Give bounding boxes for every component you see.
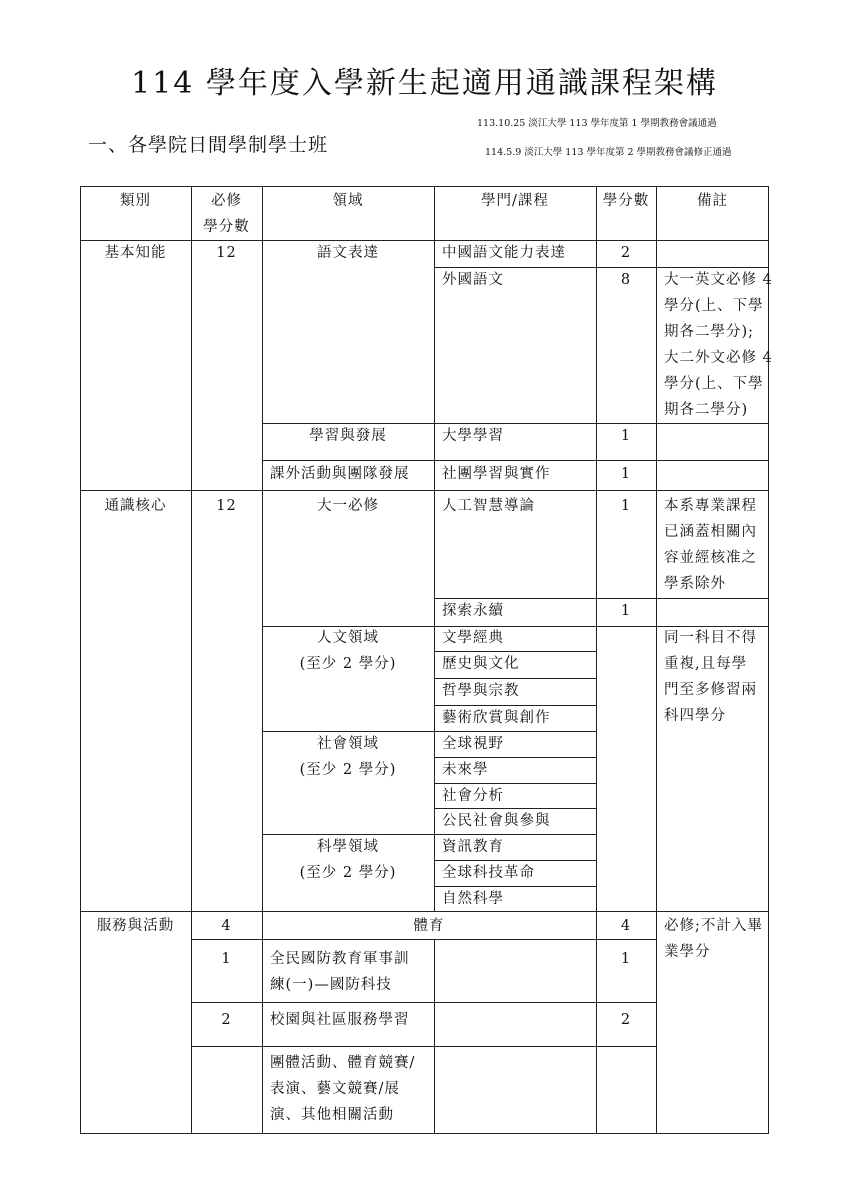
domain-learning-development: 學習與發展 xyxy=(309,428,387,444)
remark-foreign-line5: 學分(上、下學 xyxy=(664,376,764,392)
credits-university-learning: 1 xyxy=(620,428,632,444)
remark-elective-line4: 科四學分 xyxy=(664,708,726,724)
remark-foreign-line3: 期各二學分); xyxy=(664,324,755,340)
remark-service-line2: 業學分 xyxy=(664,944,711,960)
remark-elective-line3: 門至多修習兩 xyxy=(664,682,757,698)
course-global-tech-revolution: 全球科技革命 xyxy=(442,865,535,881)
credits-national-defense: 1 xyxy=(620,951,632,967)
header-remarks: 備註 xyxy=(697,193,728,209)
domain-extracurricular: 課外活動與團隊發展 xyxy=(270,466,410,482)
course-history-culture: 歷史與文化 xyxy=(442,656,520,672)
category-core: 通識核心 xyxy=(104,498,167,514)
credits-ai-intro: 1 xyxy=(620,498,632,514)
header-category: 類別 xyxy=(120,193,151,209)
defense-required-credits: 1 xyxy=(221,951,232,967)
domain-national-defense-line2: 練(一)—國防科技 xyxy=(270,977,392,993)
course-club-learning: 社團學習與實作 xyxy=(442,466,551,482)
remark-foreign-line4: 大二外文必修 4 xyxy=(664,350,773,366)
domain-freshman-required: 大一必修 xyxy=(317,498,379,514)
remark-ai-line2: 已涵蓋相關內 xyxy=(664,524,757,540)
domain-group-activity-line1: 團體活動、體育競賽/ xyxy=(270,1055,416,1071)
section-subtitle: 一、各學院日間學制學士班 xyxy=(88,134,329,156)
remark-foreign-line1: 大一英文必修 4 xyxy=(664,272,773,288)
remark-ai-line4: 學系除外 xyxy=(664,576,726,592)
credits-foreign-language: 8 xyxy=(620,272,632,288)
category-service-activity: 服務與活動 xyxy=(96,918,175,934)
domain-group-activity-line3: 演、其他相關活動 xyxy=(270,1107,394,1123)
remark-ai-line3: 容並經核准之 xyxy=(664,550,757,566)
course-natural-science: 自然科學 xyxy=(442,891,504,907)
header-credits: 學分數 xyxy=(602,193,650,209)
domain-social-note: (至少 2 學分) xyxy=(299,762,397,778)
approval-note-2: 114.5.9 淡江大學 113 學年度第 2 學期教務會議修正通過 xyxy=(485,147,732,158)
course-sustainability: 探索永續 xyxy=(442,603,504,619)
domain-social: 社會領域 xyxy=(317,736,379,752)
domain-national-defense-line1: 全民國防教育軍事訓 xyxy=(270,951,410,967)
domain-science: 科學領域 xyxy=(317,839,379,855)
domain-physical-education: 體育 xyxy=(413,918,445,934)
course-social-analysis: 社會分析 xyxy=(442,788,504,804)
pe-required-credits: 4 xyxy=(221,918,232,934)
remark-foreign-line6: 期各二學分) xyxy=(664,402,749,418)
domain-humanities-note: (至少 2 學分) xyxy=(299,656,397,672)
page-title: 114 學年度入學新生起適用通識課程架構 xyxy=(131,66,718,101)
basic-required-credits: 12 xyxy=(216,245,237,261)
credits-club-learning: 1 xyxy=(620,466,632,482)
header-domain: 領域 xyxy=(332,193,364,209)
category-basic: 基本知能 xyxy=(104,245,167,261)
course-art-appreciation: 藝術欣賞與創作 xyxy=(442,710,551,726)
header-course: 學門/課程 xyxy=(481,193,549,209)
credits-sustainability: 1 xyxy=(620,603,632,619)
course-literature-classics: 文學經典 xyxy=(442,630,504,646)
remark-elective-line1: 同一科目不得 xyxy=(664,630,757,646)
remark-service-line1: 必修;不計入畢 xyxy=(664,918,763,934)
course-global-vision: 全球視野 xyxy=(442,736,504,752)
domain-campus-service: 校園與社區服務學習 xyxy=(270,1012,410,1028)
remark-ai-line1: 本系專業課程 xyxy=(664,498,757,514)
approval-note-1: 113.10.25 淡江大學 113 學年度第 1 學期教務會議通過 xyxy=(477,118,717,129)
core-required-credits: 12 xyxy=(216,498,237,514)
curriculum-table xyxy=(80,186,773,1134)
credits-chinese: 2 xyxy=(620,245,632,261)
course-university-learning: 大學學習 xyxy=(442,428,504,444)
campus-required-credits: 2 xyxy=(221,1012,232,1028)
header-required-credits-line1: 必修 xyxy=(211,193,242,209)
course-futurology: 未來學 xyxy=(442,762,489,778)
remark-elective-line2: 重複,且每學 xyxy=(664,656,748,672)
remark-foreign-line2: 學分(上、下學 xyxy=(664,298,764,314)
domain-science-note: (至少 2 學分) xyxy=(299,865,397,881)
domain-humanities: 人文領域 xyxy=(317,630,379,646)
course-civil-society: 公民社會與參與 xyxy=(442,813,551,829)
course-foreign-language: 外國語文 xyxy=(442,272,504,288)
domain-language: 語文表達 xyxy=(317,245,379,261)
header-required-credits-line2: 學分數 xyxy=(203,219,250,235)
credits-campus-service: 2 xyxy=(620,1012,632,1028)
course-information-education: 資訊教育 xyxy=(442,839,504,855)
course-chinese: 中國語文能力表達 xyxy=(442,245,566,261)
domain-group-activity-line2: 表演、藝文競賽/展 xyxy=(270,1081,400,1097)
course-philosophy-religion: 哲學與宗教 xyxy=(442,683,520,699)
course-ai-intro: 人工智慧導論 xyxy=(442,498,535,514)
credits-physical-education: 4 xyxy=(620,918,632,934)
